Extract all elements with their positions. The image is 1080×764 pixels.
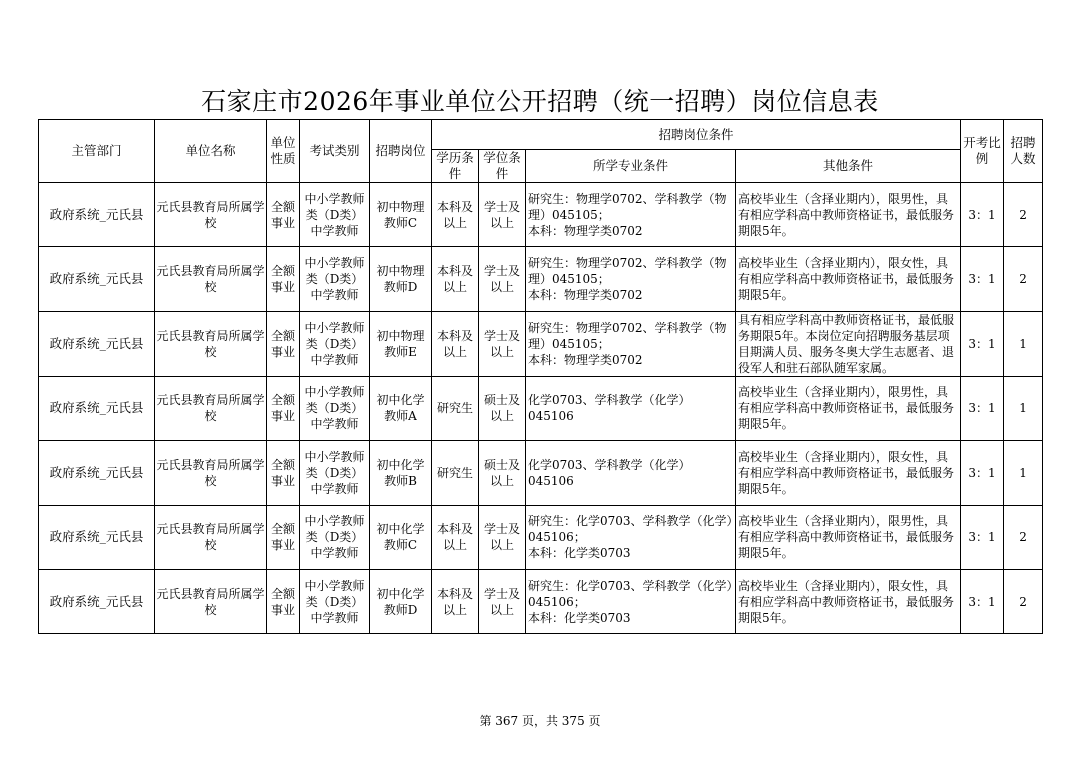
cell-dept: 政府系统_元氏县 bbox=[39, 441, 155, 505]
cell-major: 研究生：物理学0702、学科教学（物理）045105； 本科：物理学类0702 bbox=[526, 247, 736, 311]
cell-dept: 政府系统_元氏县 bbox=[39, 505, 155, 569]
cell-ratio: 3：1 bbox=[961, 247, 1004, 311]
cell-exam: 中小学教师类（D类）中学教师 bbox=[300, 183, 370, 247]
table-row bbox=[39, 441, 1043, 505]
cell-edu: 本科及以上 bbox=[432, 569, 479, 633]
cell-post: 初中物理教师D bbox=[370, 247, 432, 311]
table-row bbox=[39, 505, 1043, 569]
cell-other: 高校毕业生（含择业期内），限男性，具有相应学科高中教师资格证书，最低服务期限5年。 bbox=[736, 505, 961, 569]
cell-post: 初中化学教师A bbox=[370, 376, 432, 440]
cell-nature: 全额事业 bbox=[267, 247, 300, 311]
cell-ratio: 3：1 bbox=[961, 376, 1004, 440]
cell-nature: 全额事业 bbox=[267, 311, 300, 376]
cell-unit: 元氏县教育局所属学校 bbox=[155, 505, 267, 569]
table-row bbox=[39, 183, 1043, 247]
header-other: 其他条件 bbox=[736, 150, 961, 183]
cell-unit: 元氏县教育局所属学校 bbox=[155, 441, 267, 505]
cell-count: 1 bbox=[1004, 311, 1043, 376]
cell-degree: 学士及以上 bbox=[479, 569, 526, 633]
header-unit: 单位名称 bbox=[155, 120, 267, 183]
header-edu: 学历条件 bbox=[432, 150, 479, 183]
header-ratio: 开考比例 bbox=[961, 120, 1004, 183]
cell-ratio: 3：1 bbox=[961, 505, 1004, 569]
cell-exam: 中小学教师类（D类）中学教师 bbox=[300, 376, 370, 440]
cell-other: 具有相应学科高中教师资格证书，最低服务期限5年。本岗位定向招聘服务基层项目期满人员、服务冬奥大学生志愿者、退役军人和驻石部队随军家属。 bbox=[736, 311, 961, 376]
table-row bbox=[39, 376, 1043, 440]
cell-degree: 硕士及以上 bbox=[479, 376, 526, 440]
cell-other: 高校毕业生（含择业期内），限男性，具有相应学科高中教师资格证书，最低服务期限5年。 bbox=[736, 183, 961, 247]
cell-unit: 元氏县教育局所属学校 bbox=[155, 376, 267, 440]
cell-ratio: 3：1 bbox=[961, 183, 1004, 247]
header-dept: 主管部门 bbox=[39, 120, 155, 183]
cell-post: 初中物理教师E bbox=[370, 311, 432, 376]
cell-nature: 全额事业 bbox=[267, 569, 300, 633]
cell-exam: 中小学教师类（D类）中学教师 bbox=[300, 569, 370, 633]
cell-major: 化学0703、学科教学（化学）045106 bbox=[526, 376, 736, 440]
table-row bbox=[39, 569, 1043, 633]
cell-post: 初中化学教师C bbox=[370, 505, 432, 569]
cell-edu: 本科及以上 bbox=[432, 247, 479, 311]
cell-edu: 本科及以上 bbox=[432, 505, 479, 569]
header-conditions: 招聘岗位条件 bbox=[432, 120, 961, 150]
cell-unit: 元氏县教育局所属学校 bbox=[155, 569, 267, 633]
header-exam: 考试类别 bbox=[300, 120, 370, 183]
cell-major: 化学0703、学科教学（化学）045106 bbox=[526, 441, 736, 505]
cell-count: 2 bbox=[1004, 183, 1043, 247]
cell-nature: 全额事业 bbox=[267, 505, 300, 569]
cell-degree: 硕士及以上 bbox=[479, 441, 526, 505]
cell-edu: 研究生 bbox=[432, 441, 479, 505]
cell-major: 研究生：物理学0702、学科教学（物理）045105； 本科：物理学类0702 bbox=[526, 183, 736, 247]
table-row bbox=[39, 311, 1043, 376]
page-footer: 第 367 页，共 375 页 bbox=[479, 714, 601, 728]
cell-edu: 研究生 bbox=[432, 376, 479, 440]
cell-dept: 政府系统_元氏县 bbox=[39, 376, 155, 440]
cell-major: 研究生：物理学0702、学科教学（物理）045105； 本科：物理学类0702 bbox=[526, 311, 736, 376]
cell-other: 高校毕业生（含择业期内），限女性，具有相应学科高中教师资格证书，最低服务期限5年。 bbox=[736, 569, 961, 633]
cell-dept: 政府系统_元氏县 bbox=[39, 311, 155, 376]
cell-unit: 元氏县教育局所属学校 bbox=[155, 247, 267, 311]
cell-nature: 全额事业 bbox=[267, 376, 300, 440]
cell-post: 初中物理教师C bbox=[370, 183, 432, 247]
cell-nature: 全额事业 bbox=[267, 183, 300, 247]
header-post: 招聘岗位 bbox=[370, 120, 432, 183]
cell-degree: 学士及以上 bbox=[479, 183, 526, 247]
cell-other: 高校毕业生（含择业期内），限女性，具有相应学科高中教师资格证书，最低服务期限5年。 bbox=[736, 441, 961, 505]
cell-exam: 中小学教师类（D类）中学教师 bbox=[300, 441, 370, 505]
cell-degree: 学士及以上 bbox=[479, 505, 526, 569]
cell-count: 1 bbox=[1004, 376, 1043, 440]
cell-exam: 中小学教师类（D类）中学教师 bbox=[300, 311, 370, 376]
cell-dept: 政府系统_元氏县 bbox=[39, 183, 155, 247]
header-major: 所学专业条件 bbox=[526, 150, 736, 183]
cell-unit: 元氏县教育局所属学校 bbox=[155, 311, 267, 376]
cell-degree: 学士及以上 bbox=[479, 311, 526, 376]
header-nature: 单位性质 bbox=[267, 120, 300, 183]
cell-exam: 中小学教师类（D类）中学教师 bbox=[300, 505, 370, 569]
cell-dept: 政府系统_元氏县 bbox=[39, 247, 155, 311]
job-table bbox=[38, 119, 1043, 634]
cell-unit: 元氏县教育局所属学校 bbox=[155, 183, 267, 247]
cell-count: 2 bbox=[1004, 569, 1043, 633]
cell-other: 高校毕业生（含择业期内），限男性，具有相应学科高中教师资格证书，最低服务期限5年。 bbox=[736, 376, 961, 440]
cell-nature: 全额事业 bbox=[267, 441, 300, 505]
header-count: 招聘人数 bbox=[1004, 120, 1043, 183]
page-title: 石家庄市2026年事业单位公开招聘（统一招聘）岗位信息表 bbox=[201, 87, 879, 116]
cell-post: 初中化学教师B bbox=[370, 441, 432, 505]
cell-ratio: 3：1 bbox=[961, 441, 1004, 505]
cell-edu: 本科及以上 bbox=[432, 311, 479, 376]
cell-exam: 中小学教师类（D类）中学教师 bbox=[300, 247, 370, 311]
cell-ratio: 3：1 bbox=[961, 311, 1004, 376]
cell-ratio: 3：1 bbox=[961, 569, 1004, 633]
cell-count: 2 bbox=[1004, 247, 1043, 311]
cell-post: 初中化学教师D bbox=[370, 569, 432, 633]
cell-count: 1 bbox=[1004, 441, 1043, 505]
table-row bbox=[39, 247, 1043, 311]
cell-major: 研究生：化学0703、学科教学（化学）045106； 本科：化学类0703 bbox=[526, 505, 736, 569]
cell-other: 高校毕业生（含择业期内），限女性，具有相应学科高中教师资格证书，最低服务期限5年。 bbox=[736, 247, 961, 311]
cell-edu: 本科及以上 bbox=[432, 183, 479, 247]
cell-dept: 政府系统_元氏县 bbox=[39, 569, 155, 633]
cell-count: 2 bbox=[1004, 505, 1043, 569]
cell-major: 研究生：化学0703、学科教学（化学）045106； 本科：化学类0703 bbox=[526, 569, 736, 633]
header-degree: 学位条件 bbox=[479, 150, 526, 183]
cell-degree: 学士及以上 bbox=[479, 247, 526, 311]
